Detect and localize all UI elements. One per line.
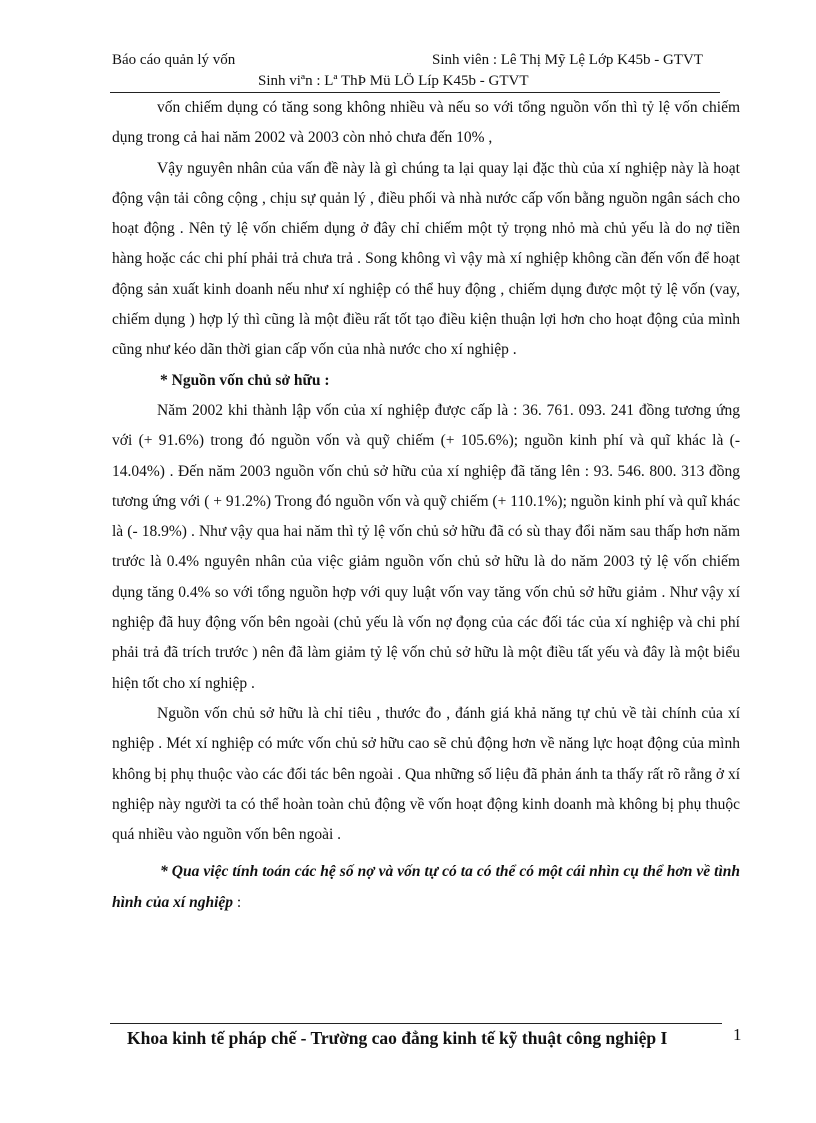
header-title: Báo cáo quản lý vốn xyxy=(112,52,236,68)
header-student-info-garbled: Sinh viªn : Lª ThÞ Mü LÖ Líp K45b - GTVT xyxy=(258,73,529,89)
conclusion-text: * Qua việc tính toán các hệ số nợ và vốn tự có ta có thể có một cái nhìn cụ thể hơn về tình hình của xí nghiệp xyxy=(112,863,740,912)
page-number: 1 xyxy=(733,1025,742,1044)
footer-rule xyxy=(110,1023,722,1024)
paragraph-1: vốn chiếm dụng có tăng song không nhiều và nếu so với tổng nguồn vốn thì tỷ lệ vốn chiếm dụng trong cả hai năm 2002 và 2003 còn nhỏ chưa đến 10% , xyxy=(112,99,740,147)
section-heading: * Nguồn vốn chủ sở hữu : xyxy=(160,371,330,389)
paragraph-3: Năm 2002 khi thành lập vốn của xí nghiệp được cấp là : 36. 761. 093. 241 đồng tương ứng với (+ 91.6%) trong đó nguồn vốn và quỹ chiếm (+ 105.6%); nguồn kinh phí và quĩ khác là (- 14.04%) . Đến năm 2003 nguồn vốn chủ sở hữu của xí nghiệp đã tăng lên : 93. 546. 800. 313 đồng tương ứng với ( + 91.2%) Trong đó nguồn vốn và quỹ chiếm (+ 110.1%); nguồn kinh phí và quĩ khác là (- 18.9%) . Như vậy qua hai năm thì tỷ lệ vốn chủ sở hữu đã có sù thay đổi năm sau thấp hơn năm trước là 0.4% nguyên nhân của việc giảm nguồn vốn chủ sở hữu là do năm 2003 tỷ lệ vốn chiếm dụng tăng 0.4% so với tổng nguồn hợp với quy luật vốn vay tăng vốn chủ sở hữu giảm . Như vậy xí nghiệp đã huy động vốn bên ngoài (chủ yếu là vốn nợ đọng của các đối tác của xí nghiệp và chi phí phải trả đã trích trước ) nên đã làm giảm tỷ lệ vốn chủ sở hữu là một điều tất yếu và đây là một biểu hiện tốt cho xí nghiệp . xyxy=(112,401,740,692)
conclusion-paragraph xyxy=(112,856,740,918)
conclusion-colon: : xyxy=(233,894,242,912)
paragraph-2: Vậy nguyên nhân của vấn đề này là gì chúng ta lại quay lại đặc thù của xí nghiệp này là hoạt động vận tải công cộng , chịu sự quản lý , điều phối và nhà nước cấp vốn bằng nguồn ngân sách cho hoạt động . Nên tỷ lệ vốn chiếm dụng ở đây chỉ chiếm một tỷ trọng nhỏ mà chủ yếu là do nợ tiền hàng hoặc các chi phí phải trả chưa trả . Song không vì vậy mà xí nghiệp không cần đến vốn để hoạt động sản xuất kinh doanh nếu như xí nghiệp có thể huy động , chiếm dụng được một tỷ lệ vốn (vay, chiếm dụng ) hợp lý thì cũng là một điều rất tốt tạo điều kiện thuận lợi hơn cho hoạt động của mình cũng như kéo dãn thời gian cấp vốn của nhà nước cho xí nghiệp . xyxy=(112,159,740,359)
header-student-info: Sinh viên : Lê Thị Mỹ Lệ Lớp K45b - GTVT xyxy=(432,52,703,68)
document-body xyxy=(112,93,740,918)
footer-text: Khoa kinh tế pháp chế - Trường cao đẳng kinh tế kỹ thuật công nghiệp I xyxy=(127,1028,668,1048)
paragraph-4: Nguồn vốn chủ sở hữu là chỉ tiêu , thước đo , đánh giá khả năng tự chủ về tài chính của xí nghiệp . Mét xí nghiệp có mức vốn chủ sở hữu cao sẽ chủ động hơn về năng lực hoạt động của mình không bị phụ thuộc vào các đối tác bên ngoài . Qua những số liệu đã phản ánh ta thấy rất rõ rằng ở xí nghiệp này người ta có thể hoàn toàn chủ động về vốn hoạt động kinh doanh mà không bị phụ thuộc quá nhiều vào nguồn vốn bên ngoài . xyxy=(112,704,740,844)
